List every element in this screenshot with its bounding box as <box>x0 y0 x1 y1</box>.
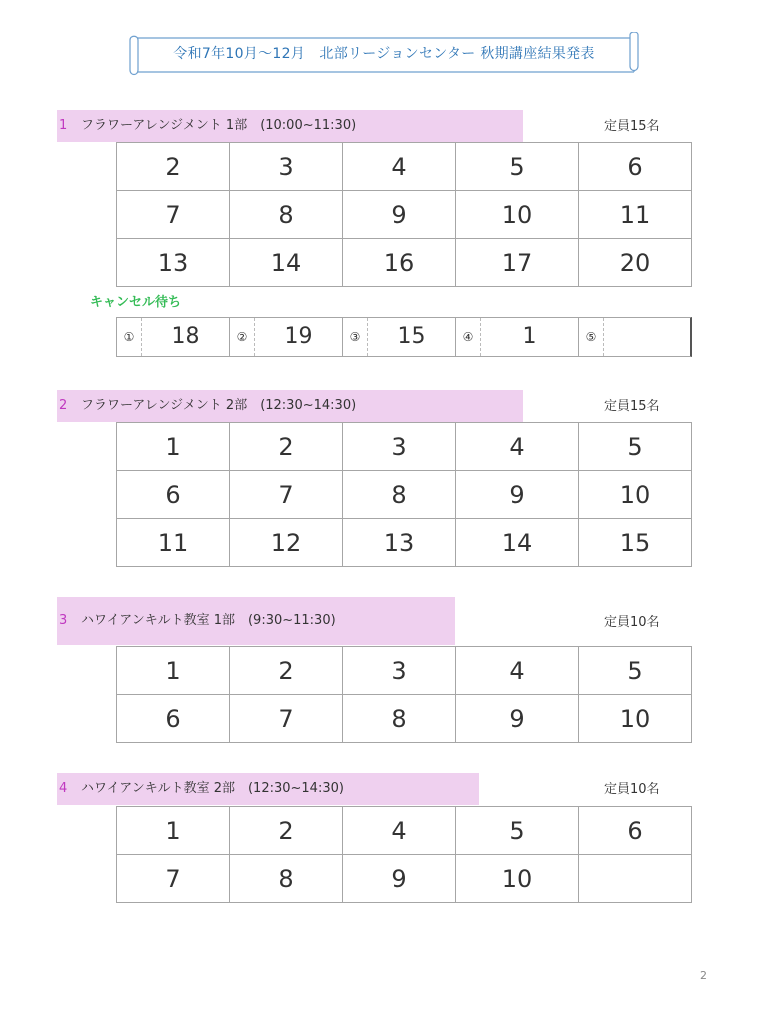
number-cell: 11 <box>579 191 692 239</box>
section-number: 4 <box>59 781 68 796</box>
number-cell: 7 <box>230 695 343 743</box>
title-banner <box>128 32 640 76</box>
number-cell: 15 <box>579 519 692 567</box>
number-cell: 5 <box>579 423 692 471</box>
section-header-3 <box>57 597 455 645</box>
waitlist-value <box>604 318 690 356</box>
number-cell: 5 <box>456 807 579 855</box>
number-cell: 2 <box>230 647 343 695</box>
number-cell: 8 <box>230 855 343 903</box>
number-cell: 13 <box>343 519 456 567</box>
waitlist-mark: ② <box>230 318 255 356</box>
number-cell: 14 <box>230 239 343 287</box>
page-title: 令和7年10月〜12月 北部リージョンセンター 秋期講座結果発表 <box>173 46 595 62</box>
waitlist-mark: ③ <box>343 318 368 356</box>
table-row <box>117 471 692 519</box>
table-row <box>117 143 692 191</box>
number-cell: 14 <box>456 519 579 567</box>
capacity-label: 定員10名 <box>604 782 660 797</box>
number-cell: 10 <box>456 191 579 239</box>
number-table-3 <box>116 646 692 743</box>
section-header-2 <box>57 390 523 422</box>
section-number: 1 <box>59 118 68 133</box>
number-cell: 8 <box>230 191 343 239</box>
number-cell: 12 <box>230 519 343 567</box>
waitlist-value: 1 <box>522 324 537 349</box>
number-cell <box>579 855 692 903</box>
page-number: 2 <box>700 969 707 982</box>
capacity-label: 定員10名 <box>604 615 660 630</box>
number-cell: 16 <box>343 239 456 287</box>
number-cell: 10 <box>456 855 579 903</box>
number-table-2 <box>116 422 692 567</box>
table-row <box>117 239 692 287</box>
table-row <box>117 647 692 695</box>
number-cell: 6 <box>117 471 230 519</box>
waitlist-title: キャンセル待ち <box>90 295 182 310</box>
number-cell: 1 <box>117 423 230 471</box>
section-header-1 <box>57 110 523 142</box>
number-table-4 <box>116 806 692 903</box>
number-cell: 3 <box>343 647 456 695</box>
number-cell: 20 <box>579 239 692 287</box>
waitlist-slot <box>579 318 690 356</box>
waitlist-slot <box>117 318 230 356</box>
section-title: ハワイアンキルト教室 2部 (12:30~14:30) <box>81 781 344 796</box>
waitlist-slot <box>343 318 456 356</box>
number-cell: 2 <box>230 807 343 855</box>
waitlist-mark: ⑤ <box>579 318 604 356</box>
waitlist-mark: ① <box>117 318 142 356</box>
number-cell: 3 <box>343 423 456 471</box>
table-row <box>117 807 692 855</box>
number-cell: 11 <box>117 519 230 567</box>
number-cell: 9 <box>343 855 456 903</box>
number-cell: 9 <box>456 695 579 743</box>
number-cell: 17 <box>456 239 579 287</box>
number-cell: 1 <box>117 807 230 855</box>
number-table-1 <box>116 142 692 287</box>
table-row <box>117 855 692 903</box>
number-cell: 5 <box>579 647 692 695</box>
number-cell: 4 <box>343 143 456 191</box>
number-cell: 2 <box>117 143 230 191</box>
number-cell: 3 <box>230 143 343 191</box>
number-cell: 4 <box>343 807 456 855</box>
number-cell: 1 <box>117 647 230 695</box>
number-cell: 8 <box>343 695 456 743</box>
section-header-4 <box>57 773 479 805</box>
section-title: フラワーアレンジメント 2部 (12:30~14:30) <box>81 398 357 413</box>
number-cell: 5 <box>456 143 579 191</box>
number-cell: 9 <box>343 191 456 239</box>
section-title: ハワイアンキルト教室 1部 (9:30~11:30) <box>81 613 336 628</box>
number-cell: 7 <box>117 191 230 239</box>
waitlist-value: 15 <box>397 324 426 349</box>
number-cell: 8 <box>343 471 456 519</box>
number-cell: 10 <box>579 471 692 519</box>
table-row <box>117 191 692 239</box>
section-number: 2 <box>59 398 68 413</box>
capacity-label: 定員15名 <box>604 399 660 414</box>
table-row <box>117 423 692 471</box>
number-cell: 7 <box>230 471 343 519</box>
waitlist-slot <box>456 318 579 356</box>
section-title: フラワーアレンジメント 1部 (10:00~11:30) <box>81 118 357 133</box>
section-number: 3 <box>59 613 68 628</box>
number-cell: 4 <box>456 423 579 471</box>
waitlist-row <box>116 317 692 357</box>
number-cell: 2 <box>230 423 343 471</box>
table-row <box>117 695 692 743</box>
waitlist-value: 18 <box>171 324 200 349</box>
number-cell: 13 <box>117 239 230 287</box>
number-cell: 9 <box>456 471 579 519</box>
number-cell: 6 <box>117 695 230 743</box>
waitlist-mark: ④ <box>456 318 481 356</box>
number-cell: 10 <box>579 695 692 743</box>
number-cell: 7 <box>117 855 230 903</box>
table-row <box>117 519 692 567</box>
number-cell: 6 <box>579 143 692 191</box>
capacity-label: 定員15名 <box>604 119 660 134</box>
number-cell: 4 <box>456 647 579 695</box>
number-cell: 6 <box>579 807 692 855</box>
waitlist-value: 19 <box>284 324 313 349</box>
waitlist-slot <box>230 318 343 356</box>
